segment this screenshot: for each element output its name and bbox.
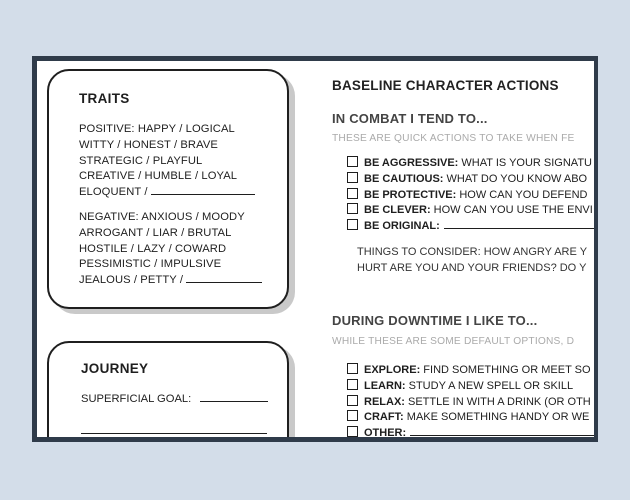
negative-traits-line: ARROGANT / LIAR / BRUTAL <box>79 226 232 239</box>
checkbox[interactable] <box>347 395 358 406</box>
superficial-goal-row <box>81 392 287 405</box>
checkbox[interactable] <box>347 363 358 374</box>
combat-item: BE CAUTIOUS: WHAT DO YOU KNOW ABO <box>347 172 598 188</box>
downtime-item: LEARN: STUDY A NEW SPELL OR SKILL <box>347 379 598 395</box>
actions-column <box>327 61 598 440</box>
downtime-subtitle: WHILE THESE ARE SOME DEFAULT OPTIONS, D <box>332 336 575 347</box>
things-to-consider: THINGS TO CONSIDER: HOW ANGRY ARE Y HURT ARE YOU AND YOUR FRIENDS? DO Y <box>357 246 588 274</box>
negative-traits-line: PESSIMISTIC / IMPULSIVE <box>79 258 222 271</box>
checkbox[interactable] <box>347 426 358 437</box>
positive-traits-line: CREATIVE / HUMBLE / LOYAL <box>79 170 238 183</box>
traits-card <box>47 69 289 309</box>
checkbox[interactable] <box>347 172 358 183</box>
negative-traits-line: NEGATIVE: ANXIOUS / MOODY <box>79 210 245 223</box>
combat-list <box>347 156 598 235</box>
journey-card <box>47 341 289 442</box>
combat-item: BE ORIGINAL: <box>347 219 598 235</box>
document-page <box>32 56 598 442</box>
traits-heading: TRAITS <box>79 91 130 106</box>
combat-heading: IN COMBAT I TEND TO... <box>332 111 488 126</box>
downtime-heading: DURING DOWNTIME I LIKE TO... <box>332 313 538 328</box>
downtime-item: OTHER: <box>347 426 598 442</box>
checkbox[interactable] <box>347 219 358 230</box>
positive-traits-line: POSITIVE: HAPPY / LOGICAL <box>79 123 235 135</box>
negative-trait-blank[interactable] <box>186 273 262 283</box>
downtime-list <box>347 363 598 442</box>
checkbox[interactable] <box>347 156 358 167</box>
combat-subtitle: THESE ARE QUICK ACTIONS TO TAKE WHEN FE <box>332 133 575 144</box>
downtime-item: CRAFT: MAKE SOMETHING HANDY OR WE <box>347 410 598 426</box>
positive-traits-line <box>79 185 287 201</box>
journey-answer-line[interactable] <box>81 433 267 434</box>
positive-traits-last: ELOQUENT / <box>79 186 148 199</box>
positive-traits-line: STRATEGIC / PLAYFUL <box>79 154 203 167</box>
combat-item: BE CLEVER: HOW CAN YOU USE THE ENVI <box>347 203 598 219</box>
combat-item: BE AGGRESSIVE: WHAT IS YOUR SIGNATU <box>347 156 598 172</box>
actions-title: BASELINE CHARACTER ACTIONS <box>332 78 559 93</box>
positive-traits-line: WITTY / HONEST / BRAVE <box>79 138 218 151</box>
original-blank[interactable] <box>444 219 598 229</box>
other-blank[interactable] <box>410 426 598 436</box>
combat-item: BE PROTECTIVE: HOW CAN YOU DEFEND <box>347 188 598 204</box>
checkbox[interactable] <box>347 203 358 214</box>
negative-traits-line <box>79 273 287 289</box>
checkbox[interactable] <box>347 379 358 390</box>
negative-traits-last: JEALOUS / PETTY / <box>79 274 184 287</box>
downtime-item: RELAX: SETTLE IN WITH A DRINK (OR OTH <box>347 395 598 411</box>
checkbox[interactable] <box>347 410 358 421</box>
journey-heading: JOURNEY <box>81 361 149 376</box>
superficial-goal-blank[interactable] <box>200 392 268 402</box>
negative-traits-line: HOSTILE / LAZY / COWARD <box>79 242 227 255</box>
superficial-goal-label: SUPERFICIAL GOAL: <box>81 393 192 405</box>
positive-trait-blank[interactable] <box>151 185 255 195</box>
downtime-item: EXPLORE: FIND SOMETHING OR MEET SO <box>347 363 598 379</box>
checkbox[interactable] <box>347 188 358 199</box>
